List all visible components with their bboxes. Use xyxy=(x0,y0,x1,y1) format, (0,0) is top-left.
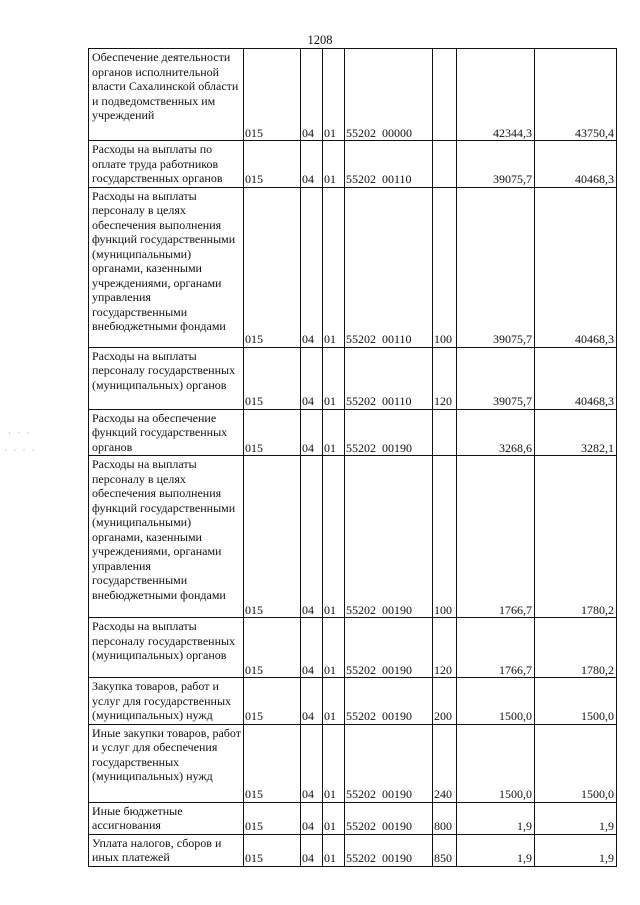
row-amount-year1: 1500,0 xyxy=(457,678,535,725)
row-ministry-code: 015 xyxy=(244,409,301,456)
row-program-code: 55202 xyxy=(346,332,376,346)
row-section-code: 04 xyxy=(301,456,323,618)
row-amount-year2: 1500,0 xyxy=(535,724,617,802)
row-program-code: 55202 xyxy=(346,787,376,801)
row-ministry-code: 015 xyxy=(244,49,301,141)
row-item-code: 00190 xyxy=(382,440,412,455)
row-expense-type xyxy=(433,49,457,141)
scan-artifact: · · · xyxy=(8,428,32,438)
row-name: Обеспечение деятельности органов исполнительной власти Сахалинской области и подведомственных им учреждений xyxy=(89,49,244,141)
table-row xyxy=(89,456,617,618)
row-program-code xyxy=(345,724,433,802)
table-row xyxy=(89,409,617,456)
row-item-code: 00190 xyxy=(382,602,412,617)
table-row xyxy=(89,187,617,347)
row-expense-type: 200 xyxy=(433,678,457,725)
row-program-code xyxy=(345,618,433,678)
table-row xyxy=(89,49,617,141)
row-subsection-code: 01 xyxy=(323,724,345,802)
row-ministry-code: 015 xyxy=(244,187,301,347)
row-program-code xyxy=(345,456,433,618)
table-row xyxy=(89,834,617,866)
row-program-code xyxy=(345,49,433,141)
row-program-code: 55202 xyxy=(346,662,376,677)
row-ministry-code: 015 xyxy=(244,456,301,618)
row-subsection-code: 01 xyxy=(323,347,345,409)
row-subsection-code: 01 xyxy=(323,456,345,618)
row-amount-year2: 1500,0 xyxy=(535,678,617,725)
row-amount-year2: 40468,3 xyxy=(535,141,617,188)
row-item-code: 00190 xyxy=(382,851,412,865)
table-row xyxy=(89,802,617,834)
row-amount-year1: 39075,7 xyxy=(457,187,535,347)
row-section-code: 04 xyxy=(301,618,323,678)
row-amount-year2: 1780,2 xyxy=(535,618,617,678)
row-item-code: 00190 xyxy=(382,662,412,677)
row-name: Расходы на обеспечение функций государственных органов xyxy=(89,409,244,456)
row-section-code: 04 xyxy=(301,49,323,141)
row-ministry-code: 015 xyxy=(244,724,301,802)
scan-artifact: · · · · xyxy=(4,445,37,455)
row-subsection-code: 01 xyxy=(323,141,345,188)
row-amount-year1: 1,9 xyxy=(457,834,535,866)
row-expense-type: 120 xyxy=(433,347,457,409)
row-ministry-code: 015 xyxy=(244,802,301,834)
row-program-code xyxy=(345,141,433,188)
row-name: Закупка товаров, работ и услуг для государственных (муниципальных) нужд xyxy=(89,678,244,725)
row-amount-year1: 39075,7 xyxy=(457,141,535,188)
row-program-code xyxy=(345,834,433,866)
row-section-code: 04 xyxy=(301,409,323,456)
row-amount-year2: 3282,1 xyxy=(535,409,617,456)
row-ministry-code: 015 xyxy=(244,678,301,725)
row-expense-type: 800 xyxy=(433,802,457,834)
row-section-code: 04 xyxy=(301,187,323,347)
row-amount-year1: 1500,0 xyxy=(457,724,535,802)
row-subsection-code: 01 xyxy=(323,618,345,678)
table-row xyxy=(89,347,617,409)
row-section-code: 04 xyxy=(301,834,323,866)
row-program-code: 55202 xyxy=(346,709,376,723)
row-name: Иные закупки товаров, работ и услуг для обеспечения государственных (муниципальных) нужд xyxy=(89,724,244,802)
row-item-code: 00190 xyxy=(382,787,412,801)
row-program-code xyxy=(345,802,433,834)
row-program-code xyxy=(345,187,433,347)
row-program-code xyxy=(345,409,433,456)
row-amount-year1: 1766,7 xyxy=(457,618,535,678)
row-amount-year2: 1780,2 xyxy=(535,456,617,618)
row-name: Расходы на выплаты персоналу в целях обеспечения выполнения функций государственными (муниципальными) органами, казенными учреждениями, органами управления государственными внебюджетными фондами xyxy=(89,456,244,618)
row-ministry-code: 015 xyxy=(244,141,301,188)
row-amount-year2: 1,9 xyxy=(535,802,617,834)
row-expense-type xyxy=(433,409,457,456)
row-expense-type: 120 xyxy=(433,618,457,678)
row-amount-year1: 1766,7 xyxy=(457,456,535,618)
row-name: Расходы на выплаты персоналу государственных (муниципальных) органов xyxy=(89,347,244,409)
row-amount-year2: 40468,3 xyxy=(535,187,617,347)
row-name: Расходы на выплаты персоналу государственных (муниципальных) органов xyxy=(89,618,244,678)
row-amount-year1: 42344,3 xyxy=(457,49,535,141)
page-number: 1208 xyxy=(307,33,333,47)
table-row xyxy=(89,678,617,725)
row-program-code: 55202 xyxy=(346,819,376,833)
row-ministry-code: 015 xyxy=(244,834,301,866)
row-item-code: 00110 xyxy=(382,172,412,186)
row-amount-year2: 1,9 xyxy=(535,834,617,866)
row-program-code: 55202 xyxy=(346,125,376,140)
row-name: Уплата налогов, сборов и иных платежей xyxy=(89,834,244,866)
row-expense-type: 100 xyxy=(433,456,457,618)
row-expense-type: 240 xyxy=(433,724,457,802)
row-program-code: 55202 xyxy=(346,440,376,455)
row-name: Иные бюджетные ассигнования xyxy=(89,802,244,834)
row-subsection-code: 01 xyxy=(323,187,345,347)
row-section-code: 04 xyxy=(301,678,323,725)
row-amount-year2: 40468,3 xyxy=(535,347,617,409)
row-section-code: 04 xyxy=(301,347,323,409)
row-subsection-code: 01 xyxy=(323,802,345,834)
row-amount-year1: 3268,6 xyxy=(457,409,535,456)
row-section-code: 04 xyxy=(301,724,323,802)
row-item-code: 00190 xyxy=(382,709,412,723)
row-program-code: 55202 xyxy=(346,394,376,408)
row-expense-type: 100 xyxy=(433,187,457,347)
row-program-code xyxy=(345,678,433,725)
row-amount-year2: 43750,4 xyxy=(535,49,617,141)
budget-table xyxy=(88,48,617,867)
row-section-code: 04 xyxy=(301,802,323,834)
row-subsection-code: 01 xyxy=(323,678,345,725)
row-name: Расходы на выплаты персоналу в целях обеспечения выполнения функций государственными (муниципальными) органами, казенными учреждениями, органами управления государственными внебюджетными фондами xyxy=(89,187,244,347)
row-program-code: 55202 xyxy=(346,172,376,186)
row-subsection-code: 01 xyxy=(323,409,345,456)
row-expense-type xyxy=(433,141,457,188)
row-ministry-code: 015 xyxy=(244,347,301,409)
row-subsection-code: 01 xyxy=(323,49,345,141)
row-program-code: 55202 xyxy=(346,602,376,617)
row-ministry-code: 015 xyxy=(244,618,301,678)
table-row xyxy=(89,618,617,678)
row-program-code: 55202 xyxy=(346,851,376,865)
row-program-code xyxy=(345,347,433,409)
row-expense-type: 850 xyxy=(433,834,457,866)
row-subsection-code: 01 xyxy=(323,834,345,866)
budget-table-body xyxy=(89,49,617,867)
table-row xyxy=(89,141,617,188)
row-item-code: 00000 xyxy=(382,125,412,140)
row-name: Расходы на выплаты по оплате труда работников государственных органов xyxy=(89,141,244,188)
row-section-code: 04 xyxy=(301,141,323,188)
row-amount-year1: 39075,7 xyxy=(457,347,535,409)
row-item-code: 00110 xyxy=(382,332,412,346)
row-item-code: 00110 xyxy=(382,394,412,408)
row-amount-year1: 1,9 xyxy=(457,802,535,834)
table-row xyxy=(89,724,617,802)
row-item-code: 00190 xyxy=(382,819,412,833)
